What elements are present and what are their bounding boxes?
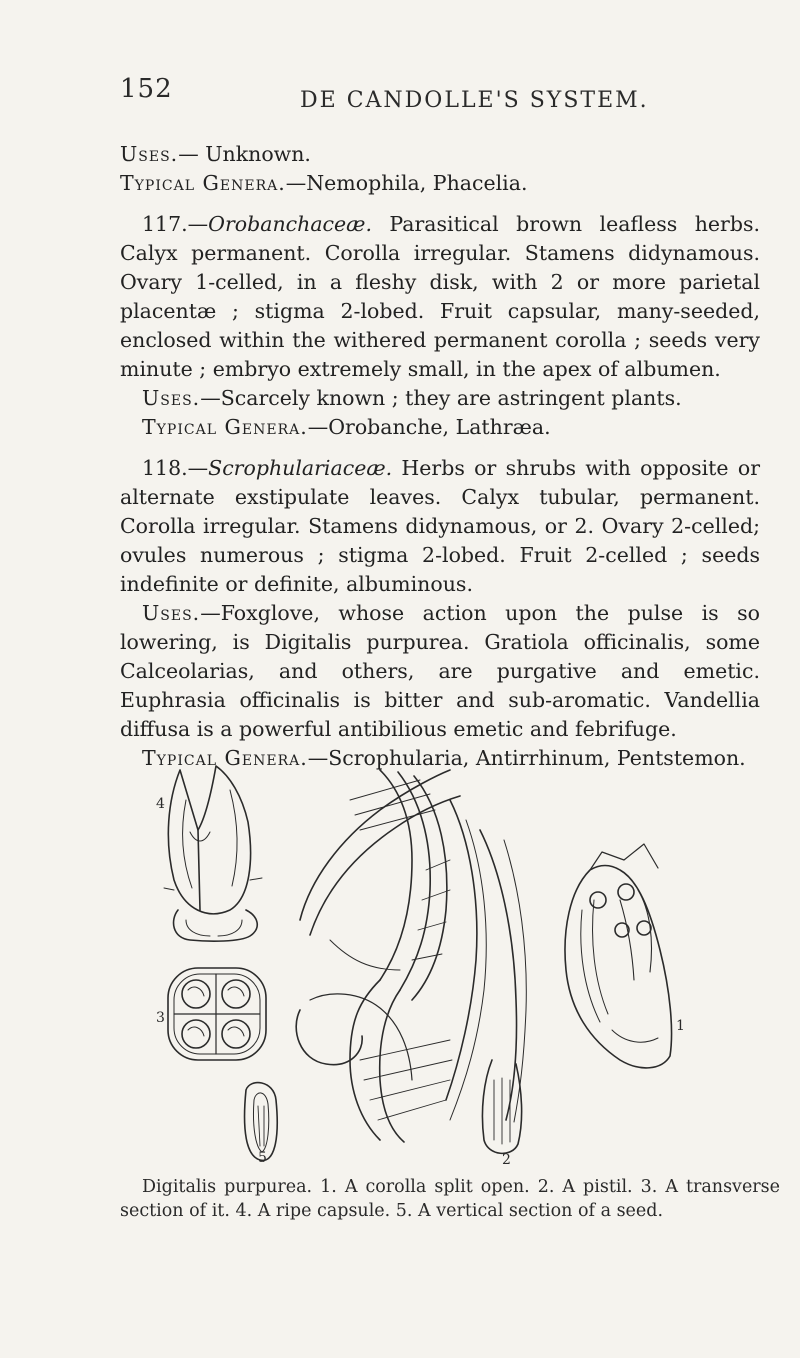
typical-genera-label: Typical Genera.: [142, 746, 308, 770]
uses-label: Uses.: [142, 601, 201, 625]
uses-label: Uses.: [120, 142, 179, 166]
figure-label-3: 3: [156, 1010, 165, 1026]
typical-genera-text: —Scrophularia, Antirrhinum, Pentstemon.: [307, 746, 746, 770]
typical-genera-label: Typical Genera.: [142, 415, 308, 439]
family-name-scrophulariaceae: Scrophulariaceæ.: [208, 456, 393, 480]
seed-section-drawing: [245, 1083, 278, 1161]
section-number-117: 117.: [142, 212, 188, 236]
typical-genera-paragraph-2: [120, 413, 760, 442]
orobanchaceae-paragraph: 117.—Orobanchaceæ. Parasitical brown leafless herbs. Calyx permanent. Corolla irregular. Stamens didynamous. Ovary 1-celled, in a fleshy disk, with 2 or more parietal placentæ ; stigma 2-lobed. Fruit capsular, many-seeded, enclosed within the withered permanent corolla ; seeds very minute ; embryo extremely small, in the apex of albumen.: [120, 212, 760, 381]
ripe-capsule-drawing: [164, 766, 262, 941]
family-name-orobanchaceae: Orobanchaceæ.: [208, 212, 372, 236]
typical-genera-text: —Nemophila, Phacelia.: [285, 171, 528, 195]
typical-genera-paragraph-1: [120, 169, 760, 198]
running-head: DE CANDOLLE'S SYSTEM.: [300, 88, 649, 113]
uses-label: Uses.: [142, 386, 201, 410]
transverse-section-drawing: [168, 968, 266, 1060]
uses-text: — Unknown.: [178, 142, 311, 166]
section-number-118: 118.: [142, 456, 188, 480]
figure-label-5: 5: [258, 1150, 267, 1166]
digitalis-illustration: [150, 760, 690, 1170]
typical-genera-text: —Orobanche, Lathræa.: [307, 415, 551, 439]
uses-paragraph-3: [120, 599, 760, 744]
page-number: 152: [120, 74, 173, 104]
scrophulariaceae-description: Herbs or shrubs with opposite or alternate exstipulate leaves. Calyx tubular, permanent. Corolla irregular. Stamens didynamous, or 2. Ovary 2-celled; ovules numerous ; stigma 2-lobed. Fruit 2-celled ; seeds indefinite or definite, albuminous.: [120, 456, 760, 596]
orobanchaceae-description: Parasitical brown leafless herbs. Calyx permanent. Corolla irregular. Stamens didynamous. Ovary 1-celled, in a fleshy disk, with 2 or more parietal placentæ ; stigma 2-lobed. Fruit capsular, many-seeded, enclosed within the withered permanent corolla ; seeds very minute ; embryo extremely small, in the apex of albumen.: [120, 212, 760, 381]
uses-text: —Foxglove, whose action upon the pulse is so lowering, is Digitalis purpurea. Gratiola officinalis, some Calceolarias, and others, are purgative and emetic. Euphrasia officinalis is bitter and sub-aromatic. Vandellia diffusa is a powerful antibilious emetic and febrifuge.: [120, 601, 760, 741]
figure-label-2: 2: [502, 1152, 511, 1168]
corolla-drawing: [296, 770, 486, 1142]
figure-label-4: 4: [156, 796, 165, 812]
uses-paragraph-1: [120, 140, 760, 169]
split-corolla-drawing: [565, 844, 672, 1068]
body-text: [120, 140, 760, 773]
uses-text: —Scarcely known ; they are astringent plants.: [200, 386, 682, 410]
figure-caption: Digitalis purpurea. 1. A corolla split open. 2. A pistil. 3. A transverse section of it. 4. A ripe capsule. 5. A vertical section of a seed.: [120, 1177, 780, 1221]
uses-paragraph-2: [120, 384, 760, 413]
figure-label-1: 1: [676, 1018, 685, 1034]
pistil-drawing: [480, 830, 526, 1153]
scrophulariaceae-paragraph: 118.—Scrophulariaceæ. Herbs or shrubs with opposite or alternate exstipulate leaves. Calyx tubular, permanent. Corolla irregular. Stamens didynamous, or 2. Ovary 2-celled; ovules numerous ; stigma 2-lobed. Fruit 2-celled ; seeds indefinite or definite, albuminous.: [120, 456, 760, 596]
typical-genera-label: Typical Genera.: [120, 171, 286, 195]
